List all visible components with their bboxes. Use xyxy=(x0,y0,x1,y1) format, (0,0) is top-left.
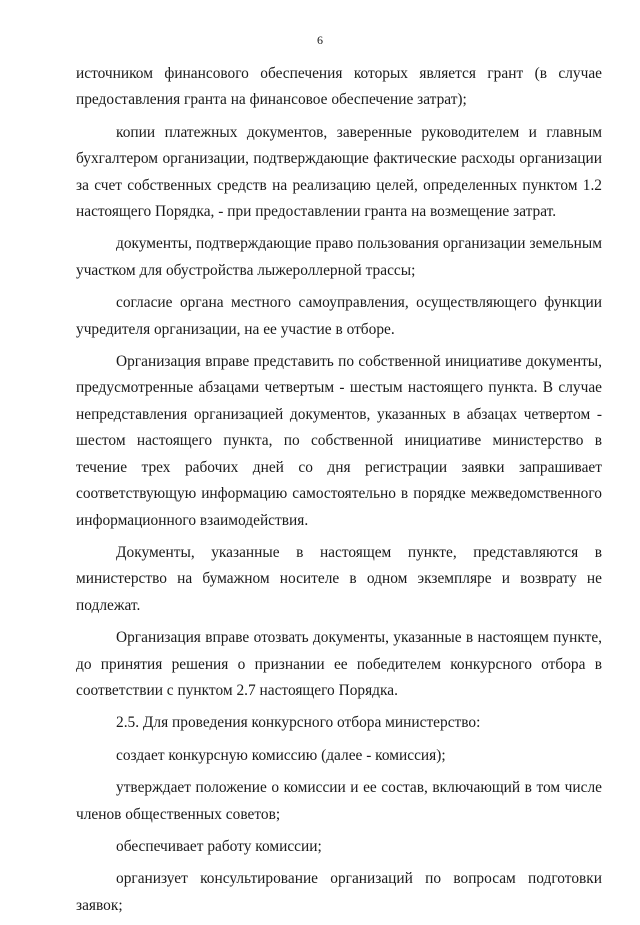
paragraph: утверждает положение о комиссии и ее состав, включающий в том числе членов общественных советов; xyxy=(76,779,602,823)
paragraph: Организация вправе представить по собственной инициативе документы, предусмотренные абзацами четвертым - шестым настоящего пункта. В случае непредставления организацией документов, указанных в абзацах четвертом - шестом настоящего пункта, по собственной инициативе министерство в течение трех рабочих дней со дня регистрации заявки запрашивает соответствующую информацию самостоятельно в порядке межведомственного информационного взаимодействия. xyxy=(76,353,602,529)
paragraph: Организация вправе отозвать документы, указанные в настоящем пункте, до принятия решения о признании ее победителем конкурсного отбора в соответствии с пунктом 2.7 настоящего Порядка. xyxy=(76,629,602,699)
paragraph: Документы, указанные в настоящем пункте, представляются в министерство на бумажном носителе в одном экземпляре и возврату не подлежат. xyxy=(76,543,602,614)
paragraph: документы, подтверждающие право пользования организации земельным участком для обустройства лыжероллерной трассы; xyxy=(76,235,602,279)
document-body xyxy=(76,61,602,925)
page-number: 6 xyxy=(317,33,323,47)
paragraph: согласие органа местного самоуправления, осуществляющего функции учредителя организации, на ее участие в отборе. xyxy=(76,294,602,338)
paragraph: организует консультирование организаций по вопросам подготовки заявок; xyxy=(76,870,602,914)
paragraph: создает конкурсную комиссию (далее - комиссия); xyxy=(116,746,446,764)
paragraph: копии платежных документов, заверенные руководителем и главным бухгалтером организации, подтверждающие фактические расходы организации за счет собственных средств на реализацию целей, определенных пунктом 1.2 настоящего Порядка, - при предоставлении гранта на возмещение затрат. xyxy=(76,123,602,221)
paragraph: обеспечивает работу комиссии; xyxy=(116,837,322,855)
paragraph: источником финансового обеспечения которых является грант (в случае предоставления гранта на финансовое обеспечение затрат); xyxy=(76,65,602,109)
section-heading: 2.5. Для проведения конкурсного отбора министерство: xyxy=(116,714,481,732)
